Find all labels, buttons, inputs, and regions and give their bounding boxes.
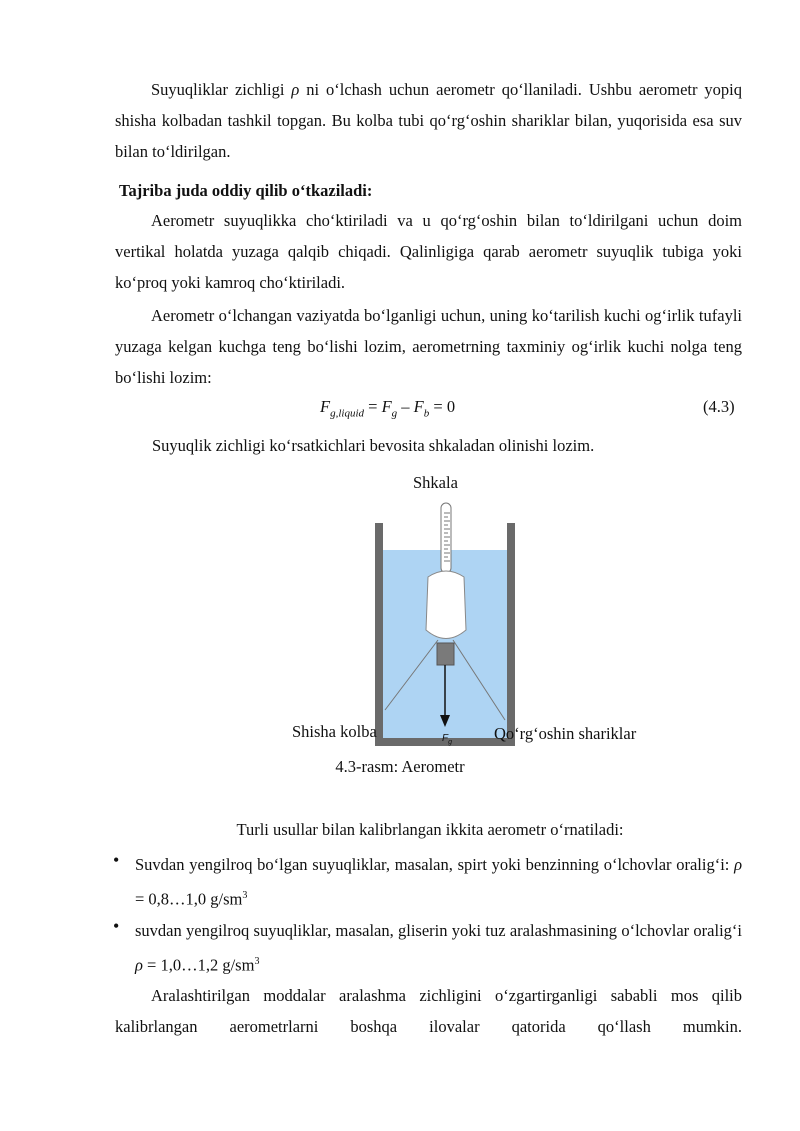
aerometer-diagram bbox=[360, 495, 530, 755]
label-lead-shot: Qo‘rg‘oshin shariklar bbox=[494, 724, 637, 743]
list-item-heavy-liquids: suvdan yengilroq suyuqliklar, masalan, gliserin yoki tuz aralashmasining o‘lchovlar oralig‘i ρ = 1,0…1,2 $g/sm^3$ bbox=[135, 921, 742, 975]
figure-caption: 4.3-rasm: Aerometr bbox=[335, 757, 465, 776]
paragraph-intro bbox=[115, 74, 742, 167]
equation-number: (4.3) bbox=[703, 397, 735, 416]
paragraph-buoyancy: Aerometr o‘lchangan vaziyatda bo‘lganligi uchun, uning ko‘tarilish kuchi og‘irlik tufayli yuzaga kelgan kuchga teng bo‘lishi lozim, aerometrning taxminiy og‘irlik kuchi nolga teng bo‘lishi lozim: bbox=[115, 306, 742, 387]
paragraph-applications: Aralashtirilgan moddalar aralashma zichligini o‘zgartirganligi sababli mos qilib kalibrlangan aerometrlarni boshqa ilovalar qatorida qo‘llash mumkin. bbox=[115, 986, 742, 1036]
formula-4-3: $F_{g,liquid} = F_g - F_b = 0$ bbox=[320, 397, 456, 420]
text-intro-start: Suyuqliklar zichligi bbox=[151, 80, 292, 99]
paragraph-experiment: Aerometr suyuqlikka cho‘ktiriladi va u qo‘rg‘oshin bilan to‘ldirilgani uchun doim vertikal holatda yuzaga qalqib chiqadi. Qalinligiga qarab aerometr suyuqlik tubiga yoki ko‘proq yoki kamroq cho‘ktiriladi. bbox=[115, 211, 742, 292]
rho-symbol: ρ bbox=[291, 80, 300, 99]
text-intro-rest: ni o‘lchash uchun aerometr qo‘llaniladi. Ushbu aerometr yopiq shisha kolbadan tashkil topgan. Bu kolba tubi qo‘rg‘oshin shariklar bilan, yuqorisida esa suv bilan to‘ldirilgan. bbox=[115, 80, 743, 161]
paragraph-scale-reading: Suyuqlik zichligi ko‘rsatkichlari bevosita shkaladan olinishi lozim. bbox=[152, 436, 595, 455]
bullet-icon: • bbox=[113, 850, 120, 870]
lead-shot bbox=[437, 643, 454, 665]
glass-flask bbox=[426, 571, 466, 639]
label-force: $F_g$ bbox=[442, 733, 453, 746]
label-scale: Shkala bbox=[413, 473, 458, 492]
list-item-light-liquids: Suvdan yengilroq bo‘lgan suyuqliklar, masalan, spirt yoki benzinning o‘lchovlar oralig‘i: ρ = 0,8…1,0 $g/sm^3$ bbox=[135, 855, 742, 909]
section-heading: Tajriba juda oddiy qilib o‘tkaziladi: bbox=[119, 181, 373, 200]
label-flask: Shisha kolba bbox=[292, 722, 377, 741]
bullet-icon: • bbox=[113, 916, 120, 936]
list-intro: Turli usullar bilan kalibrlangan ikkita aerometr o‘rnatiladi: bbox=[236, 820, 624, 839]
scale-tube bbox=[441, 503, 451, 573]
